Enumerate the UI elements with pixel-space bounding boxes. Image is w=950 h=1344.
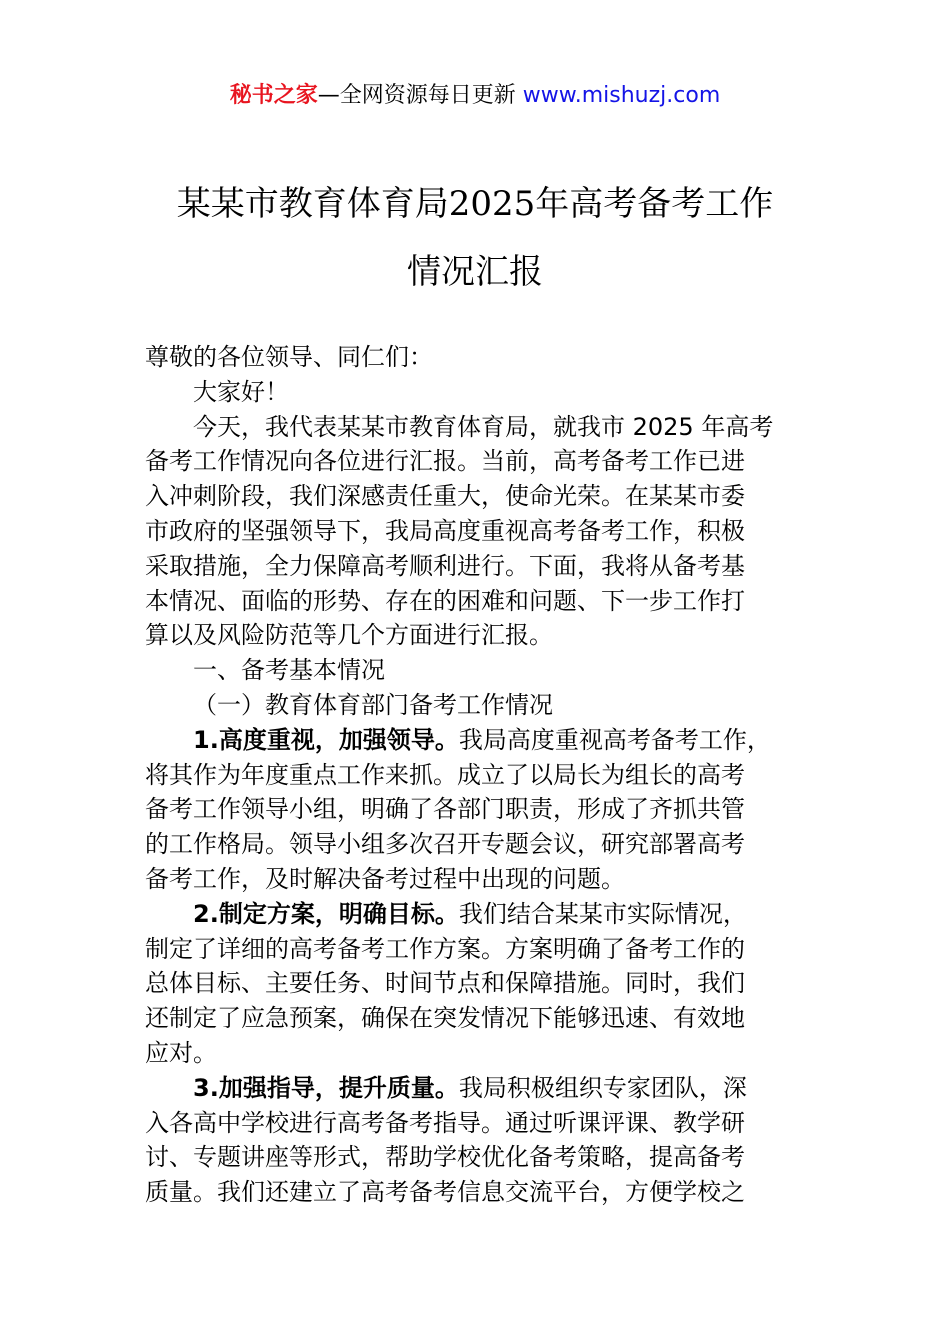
body-line: 入各高中学校进行高考备考指导。通过听课评课、教学研 [145, 1108, 745, 1137]
point-3-line [145, 1071, 825, 1106]
document-title-line-1: 某某市教育体育局2025年高考备考工作 [176, 184, 774, 224]
body-line: 入冲刺阶段，我们深感责任重大，使命光荣。在某某市委 [145, 482, 745, 511]
document-body [145, 340, 825, 1210]
body-line: 质量。我们还建立了高考备考信息交流平台，方便学校之 [145, 1178, 745, 1207]
point-3-text: 我局积极组织专家团队，深 [458, 1073, 747, 1102]
body-line: 的工作格局。领导小组多次召开专题会议，研究部署高考 [145, 830, 745, 859]
point-3-heading: 3.加强指导，提升质量。 [193, 1073, 459, 1102]
body-line: 备考工作，及时解决备考过程中出现的问题。 [145, 864, 625, 893]
salutation-line: 尊敬的各位领导、同仁们： [145, 343, 433, 371]
body-line: 制定了详细的高考备考工作方案。方案明确了备考工作的 [145, 934, 745, 963]
point-1-heading: 1.高度重视，加强领导。 [193, 725, 459, 754]
body-line: 算以及风险防范等几个方面进行汇报。 [145, 621, 553, 650]
point-1-line [145, 723, 825, 758]
site-tagline: —全网资源每日更新 [317, 83, 523, 108]
body-line: 今天，我代表某某市教育体育局，就我市 2025 年高考 [193, 412, 774, 441]
body-line: 总体目标、主要任务、时间节点和保障措施。同时，我们 [145, 969, 745, 998]
site-header [0, 80, 950, 112]
point-2-text: 我们结合某某市实际情况， [458, 899, 747, 928]
body-line: 讨、专题讲座等形式，帮助学校优化备考策略，提高备考 [145, 1143, 745, 1172]
greeting-line: 大家好！ [193, 377, 289, 406]
body-line: 采取措施，全力保障高考顺利进行。下面，我将从备考基 [145, 551, 745, 580]
subsection-heading: （一）教育体育部门备考工作情况 [193, 690, 553, 719]
body-line: 备考工作领导小组，明确了各部门职责，形成了齐抓共管 [145, 795, 745, 824]
section-heading: 一、备考基本情况 [193, 656, 385, 685]
point-1-text: 我局高度重视高考备考工作， [458, 725, 771, 754]
body-line: 市政府的坚强领导下，我局高度重视高考备考工作，积极 [145, 516, 745, 545]
document-title-line-2: 情况汇报 [407, 252, 543, 292]
body-line: 将其作为年度重点工作来抓。成立了以局长为组长的高考 [145, 760, 745, 789]
point-2-line [145, 897, 825, 932]
site-brand: 秘书之家 [229, 83, 318, 108]
body-line: 应对。 [145, 1038, 217, 1067]
point-2-heading: 2.制定方案，明确目标。 [193, 899, 459, 928]
body-line: 本情况、面临的形势、存在的困难和问题、下一步工作打 [145, 586, 745, 615]
body-line: 还制定了应急预案，确保在突发情况下能够迅速、有效地 [145, 1004, 745, 1033]
site-url-link[interactable]: www.mishuzj.com [522, 83, 721, 108]
body-line: 备考工作情况向各位进行汇报。当前，高考备考工作已进 [145, 447, 745, 476]
